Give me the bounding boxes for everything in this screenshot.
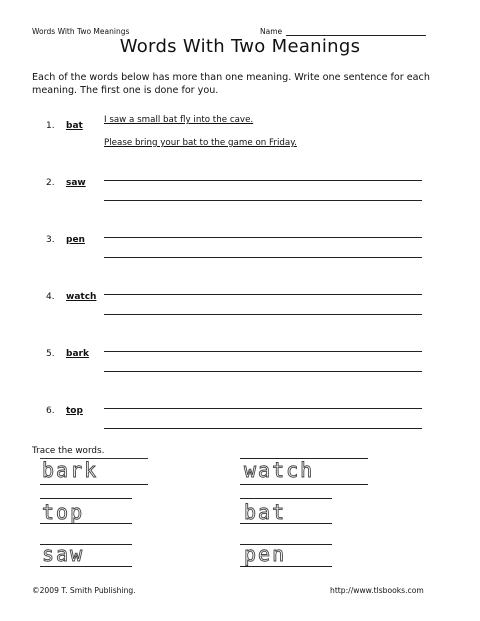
item-number: 5. — [46, 349, 55, 359]
trace-guide-line — [40, 498, 132, 499]
answer-line[interactable] — [104, 237, 422, 238]
item-word: watch — [66, 292, 97, 302]
item-word: pen — [66, 235, 85, 245]
trace-word[interactable]: top — [42, 500, 85, 524]
trace-label: Trace the words. — [32, 446, 105, 456]
answer-line[interactable] — [104, 351, 422, 352]
item-number: 6. — [46, 406, 55, 416]
answer-line[interactable] — [104, 371, 422, 372]
trace-word[interactable]: bat — [244, 500, 287, 524]
answer-line[interactable] — [104, 294, 422, 295]
answer-line[interactable] — [104, 200, 422, 201]
trace-base-line — [40, 484, 148, 485]
website-link[interactable]: http://www.tlsbooks.com — [330, 586, 424, 595]
answer-line[interactable] — [104, 257, 422, 258]
example-sentence-2: Please bring your bat to the game on Friday. — [104, 138, 297, 148]
header-doc-label: Words With Two Meanings — [32, 27, 130, 36]
trace-base-line — [40, 566, 132, 567]
item-number: 3. — [46, 235, 55, 245]
item-word: bark — [66, 349, 89, 359]
trace-base-line — [240, 484, 368, 485]
trace-guide-line — [240, 498, 332, 499]
answer-line[interactable] — [104, 408, 422, 409]
answer-line[interactable] — [104, 314, 422, 315]
trace-word[interactable]: bark — [42, 458, 99, 482]
item-number: 4. — [46, 292, 55, 302]
item-word: bat — [66, 121, 83, 131]
item-number: 1. — [46, 121, 55, 131]
name-label: Name — [260, 27, 283, 36]
name-line — [286, 27, 426, 36]
name-field — [260, 27, 426, 36]
trace-word[interactable]: saw — [42, 542, 85, 566]
item-word: top — [66, 406, 83, 416]
copyright: ©2009 T. Smith Publishing. — [32, 586, 136, 595]
trace-base-line — [240, 523, 332, 524]
instructions: Each of the words below has more than one meaning. Write one sentence for each meaning. The first one is done for you. — [32, 72, 430, 96]
example-sentence-1: I saw a small bat fly into the cave. — [104, 115, 254, 125]
page-title: Words With Two Meanings — [119, 36, 361, 57]
item-word: saw — [66, 178, 86, 188]
answer-line[interactable] — [104, 180, 422, 181]
item-number: 2. — [46, 178, 55, 188]
trace-base-line — [40, 523, 132, 524]
answer-line[interactable] — [104, 428, 422, 429]
trace-base-line — [240, 566, 332, 567]
trace-word[interactable]: watch — [244, 458, 315, 482]
trace-word[interactable]: pen — [244, 542, 287, 566]
